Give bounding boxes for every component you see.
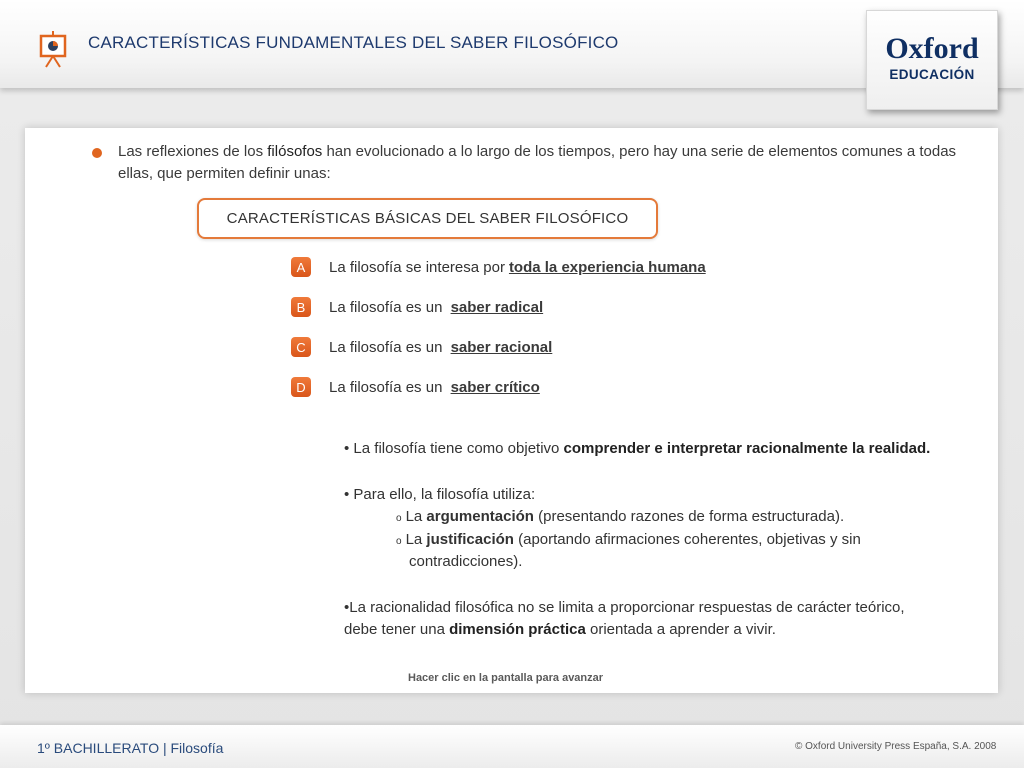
- characteristic-link[interactable]: saber racional: [450, 338, 553, 356]
- letter-badge: A: [291, 257, 311, 277]
- bullet-dot-icon: [92, 148, 102, 158]
- copyright-label: © Oxford University Press España, S.A. 2008: [795, 741, 997, 752]
- characteristic-prefix: La filosofía es un: [329, 298, 447, 316]
- tools-bullet: • Para ello, la filosofía utiliza:: [344, 486, 536, 503]
- characteristic-prefix: La filosofía se interesa por: [329, 258, 505, 276]
- characteristic-link[interactable]: saber crítico: [450, 378, 540, 396]
- characteristic-item-d[interactable]: [291, 377, 540, 397]
- characteristic-item-a[interactable]: [291, 257, 706, 277]
- rationality-line-2: debe tener una dimensión práctica orientada a aprender a vivir.: [344, 621, 776, 638]
- page-title: CARACTERÍSTICAS FUNDAMENTALES DEL SABER FILOSÓFICO: [88, 33, 619, 52]
- characteristic-prefix: La filosofía es un: [329, 338, 447, 356]
- justification-continuation: contradicciones).: [409, 553, 523, 570]
- characteristic-prefix: La filosofía es un: [329, 378, 447, 396]
- characteristic-link[interactable]: saber radical: [450, 298, 544, 316]
- logo-brand: Oxford: [885, 32, 979, 65]
- letter-badge: B: [291, 297, 311, 317]
- advance-hint: Hacer clic en la pantalla para avanzar: [408, 672, 604, 684]
- letter-badge: C: [291, 337, 311, 357]
- intro-paragraph: Las reflexiones de los filósofos han evolucionado a lo largo de los tiempos, pero hay una serie de elementos comunes a todas ellas, que permiten definir unas:: [118, 143, 957, 182]
- characteristic-link[interactable]: toda la experiencia humana: [508, 258, 706, 276]
- objective-bullet: • La filosofía tiene como objetivo comprender e interpretar racionalmente la realidad.: [344, 440, 931, 457]
- subtitle-box: [197, 198, 658, 239]
- presentation-easel-icon: [38, 30, 68, 68]
- rationality-line-1: •La racionalidad filosófica no se limita a proporcionar respuestas de carácter teórico,: [344, 599, 905, 616]
- logo-sub: EDUCACIÓN: [889, 67, 975, 82]
- letter-badge: D: [291, 377, 311, 397]
- oxford-logo: [866, 10, 998, 110]
- course-label: 1º BACHILLERATO | Filosofía: [37, 740, 224, 756]
- justification-subitem: o La justificación (aportando afirmaciones coherentes, objetivas y sin: [396, 531, 861, 548]
- characteristic-item-c[interactable]: [291, 337, 552, 357]
- characteristic-item-b[interactable]: [291, 297, 543, 317]
- subtitle-label: CARACTERÍSTICAS BÁSICAS DEL SABER FILOSÓFICO: [226, 210, 629, 227]
- argumentation-subitem: o La argumentación (presentando razones de forma estructurada).: [396, 508, 845, 525]
